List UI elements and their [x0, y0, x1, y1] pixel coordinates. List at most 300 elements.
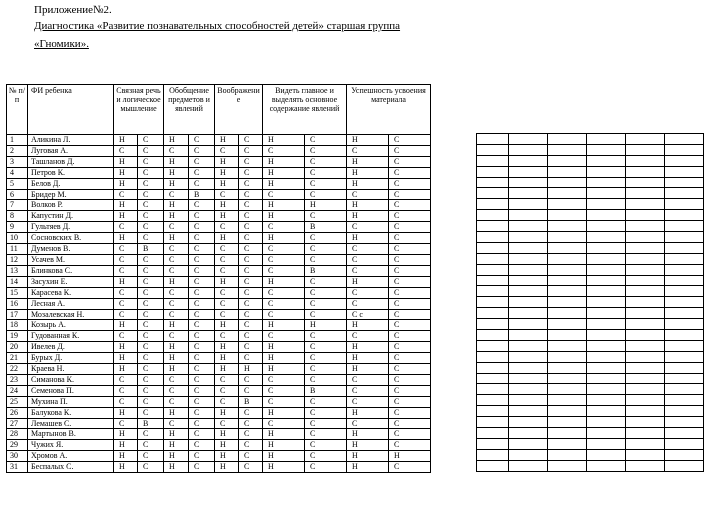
blank-cell	[664, 362, 703, 373]
blank-cell	[625, 340, 664, 351]
blank-cell	[477, 373, 509, 384]
blank-row	[477, 188, 704, 199]
child-name: Чужих Я.	[28, 440, 114, 451]
row-number: 1	[7, 135, 28, 146]
blank-cell	[625, 330, 664, 341]
score-cell: С	[305, 189, 347, 200]
blank-cell	[547, 242, 586, 253]
score-cell: С	[239, 200, 263, 211]
score-cell: С	[263, 265, 305, 276]
score-cell: С	[263, 374, 305, 385]
score-cell: Н	[215, 178, 239, 189]
score-cell: С	[189, 156, 215, 167]
row-number: 15	[7, 287, 28, 298]
score-cell: С	[347, 287, 389, 298]
score-cell: С	[389, 462, 431, 473]
score-cell: Н	[263, 429, 305, 440]
blank-cell	[547, 188, 586, 199]
blank-cell	[477, 166, 509, 177]
score-cell: С	[138, 385, 164, 396]
score-cell: С	[114, 331, 138, 342]
score-cell: Н	[164, 156, 189, 167]
blank-row	[477, 438, 704, 449]
score-cell: С	[239, 374, 263, 385]
score-cell: С	[239, 451, 263, 462]
score-cell: Н	[114, 200, 138, 211]
score-cell: Н	[347, 156, 389, 167]
score-cell: С	[239, 244, 263, 255]
blank-cell	[587, 242, 626, 253]
score-cell: Н	[215, 320, 239, 331]
blank-cell	[509, 319, 548, 330]
blank-row	[477, 373, 704, 384]
score-cell: С	[138, 178, 164, 189]
score-cell: С	[114, 189, 138, 200]
score-cell: С	[215, 189, 239, 200]
blank-cell	[664, 319, 703, 330]
score-cell: С	[189, 276, 215, 287]
score-cell: С	[263, 254, 305, 265]
blank-cell	[509, 210, 548, 221]
blank-cell	[625, 362, 664, 373]
blank-cell	[509, 286, 548, 297]
score-cell: Н	[305, 320, 347, 331]
blank-row	[477, 362, 704, 373]
score-cell: С	[138, 200, 164, 211]
score-cell: С	[189, 320, 215, 331]
score-cell: Н	[347, 407, 389, 418]
table-row	[7, 156, 431, 167]
score-cell: С	[215, 287, 239, 298]
blank-cell	[664, 286, 703, 297]
score-cell: С	[138, 135, 164, 146]
table-row	[7, 167, 431, 178]
child-name: Петров К.	[28, 167, 114, 178]
score-cell: С	[189, 265, 215, 276]
score-cell: С	[389, 396, 431, 407]
blank-cell	[664, 406, 703, 417]
score-cell: С	[189, 233, 215, 244]
score-cell: В	[239, 396, 263, 407]
blank-cell	[664, 264, 703, 275]
score-cell: Н	[305, 200, 347, 211]
row-number: 31	[7, 462, 28, 473]
score-cell: С	[263, 309, 305, 320]
score-cell: Н	[164, 200, 189, 211]
score-cell: С	[189, 200, 215, 211]
score-cell: Н	[114, 342, 138, 353]
score-cell: С	[114, 222, 138, 233]
score-cell: С	[305, 156, 347, 167]
score-cell: Н	[164, 440, 189, 451]
blank-cell	[477, 417, 509, 428]
blank-row	[477, 134, 704, 145]
score-cell: С	[138, 211, 164, 222]
score-cell: С	[215, 222, 239, 233]
table-row	[7, 222, 431, 233]
score-cell: С	[305, 233, 347, 244]
blank-cell	[625, 286, 664, 297]
blank-cell	[547, 308, 586, 319]
blank-cell	[547, 460, 586, 471]
score-cell: Н	[215, 156, 239, 167]
blank-cell	[509, 155, 548, 166]
score-cell: Н	[347, 276, 389, 287]
score-cell: С	[389, 298, 431, 309]
blank-cell	[477, 308, 509, 319]
blank-cell	[664, 449, 703, 460]
score-cell: С	[389, 167, 431, 178]
row-number: 18	[7, 320, 28, 331]
score-cell: С	[189, 374, 215, 385]
score-cell: С	[347, 145, 389, 156]
blank-cell	[477, 210, 509, 221]
blank-cell	[477, 330, 509, 341]
score-cell: С	[189, 364, 215, 375]
score-cell: С	[263, 331, 305, 342]
blank-cell	[664, 188, 703, 199]
score-cell: С	[164, 189, 189, 200]
table-row	[7, 287, 431, 298]
blank-cell	[625, 406, 664, 417]
score-cell: С	[305, 145, 347, 156]
blank-cell	[547, 264, 586, 275]
blank-cell	[625, 253, 664, 264]
score-cell: С	[189, 178, 215, 189]
blank-cell	[625, 166, 664, 177]
score-cell: С	[215, 244, 239, 255]
score-cell: С	[347, 374, 389, 385]
score-cell: С	[305, 440, 347, 451]
score-cell: С	[389, 233, 431, 244]
blank-cell	[509, 297, 548, 308]
table-row	[7, 233, 431, 244]
score-cell: С	[305, 309, 347, 320]
score-cell: Н	[215, 211, 239, 222]
blank-cell	[625, 188, 664, 199]
score-cell: Н	[215, 429, 239, 440]
blank-cell	[509, 308, 548, 319]
score-cell: Н	[263, 156, 305, 167]
score-cell: Н	[114, 233, 138, 244]
row-number: 20	[7, 342, 28, 353]
header-success: Успешность усвоения материала	[347, 85, 431, 135]
score-cell: С	[347, 298, 389, 309]
score-cell: С	[189, 385, 215, 396]
blank-cell	[509, 144, 548, 155]
score-cell: С	[189, 396, 215, 407]
blank-cell	[547, 232, 586, 243]
score-cell: С	[305, 451, 347, 462]
blank-cell	[547, 297, 586, 308]
score-cell: С	[114, 265, 138, 276]
table-row	[7, 265, 431, 276]
score-cell: Н	[114, 429, 138, 440]
blank-cell	[625, 199, 664, 210]
score-cell: С	[347, 254, 389, 265]
child-name: Думенов В.	[28, 244, 114, 255]
row-number: 11	[7, 244, 28, 255]
child-name: Ташланов Д.	[28, 156, 114, 167]
child-name: Хромов А.	[28, 451, 114, 462]
score-cell: С	[164, 298, 189, 309]
score-cell: Н	[389, 451, 431, 462]
blank-cell	[477, 144, 509, 155]
score-cell: Н	[347, 135, 389, 146]
blank-cell	[509, 428, 548, 439]
score-cell: С	[347, 331, 389, 342]
score-cell: С	[239, 407, 263, 418]
child-name: Мозалевская Н.	[28, 309, 114, 320]
score-cell: Н	[239, 364, 263, 375]
blank-cell	[587, 144, 626, 155]
score-cell: В	[138, 418, 164, 429]
child-name: Балукова К.	[28, 407, 114, 418]
child-name: Аликина Л.	[28, 135, 114, 146]
score-cell: С	[305, 167, 347, 178]
score-cell: Н	[164, 462, 189, 473]
blank-cell	[547, 221, 586, 232]
row-number: 4	[7, 167, 28, 178]
row-number: 10	[7, 233, 28, 244]
blank-row	[477, 330, 704, 341]
blank-cell	[477, 188, 509, 199]
score-cell: В	[305, 222, 347, 233]
score-cell: С	[138, 287, 164, 298]
child-name: Лесная А.	[28, 298, 114, 309]
group-name: «Гномики».	[34, 38, 89, 50]
score-cell: С	[114, 309, 138, 320]
score-cell: С	[138, 331, 164, 342]
score-cell: С	[263, 396, 305, 407]
table-row	[7, 135, 431, 146]
blank-cell	[664, 438, 703, 449]
blank-cell	[477, 199, 509, 210]
blank-cell	[547, 417, 586, 428]
blank-cell	[509, 188, 548, 199]
blank-cell	[625, 384, 664, 395]
blank-cell	[664, 166, 703, 177]
header-speech-logic: Связная речь и логическое мышление	[114, 85, 164, 135]
blank-cell	[587, 395, 626, 406]
score-cell: С	[305, 244, 347, 255]
row-number: 3	[7, 156, 28, 167]
blank-cell	[664, 275, 703, 286]
blank-cell	[625, 134, 664, 145]
blank-cell	[547, 210, 586, 221]
score-cell: Н	[164, 353, 189, 364]
blank-cell	[625, 242, 664, 253]
score-cell: Н	[347, 429, 389, 440]
blank-cell	[625, 308, 664, 319]
score-cell: С	[164, 244, 189, 255]
score-cell: С	[239, 331, 263, 342]
blank-cell	[477, 351, 509, 362]
child-name: Козырь А.	[28, 320, 114, 331]
blank-cell	[664, 460, 703, 471]
blank-cell	[625, 221, 664, 232]
blank-grid	[476, 133, 704, 472]
blank-cell	[477, 275, 509, 286]
blank-cell	[509, 199, 548, 210]
score-cell: С	[239, 233, 263, 244]
blank-cell	[547, 340, 586, 351]
score-cell: С	[347, 396, 389, 407]
score-cell: С	[305, 364, 347, 375]
score-cell: С	[389, 135, 431, 146]
score-cell: С	[138, 429, 164, 440]
child-name: Мартынов В.	[28, 429, 114, 440]
score-cell: С	[164, 287, 189, 298]
blank-cell	[509, 232, 548, 243]
score-cell: С	[138, 320, 164, 331]
blank-cell	[477, 406, 509, 417]
row-number: 7	[7, 200, 28, 211]
blank-cell	[664, 221, 703, 232]
score-cell: С	[239, 309, 263, 320]
score-cell: Н	[263, 342, 305, 353]
blank-cell	[625, 177, 664, 188]
row-number: 28	[7, 429, 28, 440]
score-cell: Н	[114, 407, 138, 418]
score-cell: С	[239, 222, 263, 233]
score-cell: С	[164, 254, 189, 265]
blank-cell	[509, 351, 548, 362]
score-cell: С	[189, 135, 215, 146]
blank-cell	[625, 319, 664, 330]
score-cell: С	[305, 135, 347, 146]
blank-cell	[477, 286, 509, 297]
score-cell: С	[215, 418, 239, 429]
blank-cell	[547, 253, 586, 264]
score-cell: Н	[347, 178, 389, 189]
row-number: 27	[7, 418, 28, 429]
blank-cell	[547, 428, 586, 439]
blank-cell	[587, 449, 626, 460]
score-cell: С	[347, 385, 389, 396]
blank-cell	[625, 210, 664, 221]
row-number: 9	[7, 222, 28, 233]
child-name: Усачев М.	[28, 254, 114, 265]
score-cell: С	[263, 298, 305, 309]
blank-cell	[477, 460, 509, 471]
score-cell: Н	[114, 353, 138, 364]
blank-cell	[477, 340, 509, 351]
blank-cell	[587, 286, 626, 297]
score-cell: Н	[215, 200, 239, 211]
score-cell: С	[305, 254, 347, 265]
score-cell: С	[189, 418, 215, 429]
score-cell: Н	[215, 167, 239, 178]
score-cell: С	[189, 287, 215, 298]
score-cell: С	[189, 353, 215, 364]
score-cell: С	[389, 200, 431, 211]
blank-cell	[625, 428, 664, 439]
document-title: Диагностика «Развитие познавательных способностей детей» старшая группа	[34, 20, 401, 32]
blank-cell	[625, 395, 664, 406]
table-row	[7, 298, 431, 309]
score-cell: С	[114, 287, 138, 298]
blank-cell	[547, 384, 586, 395]
score-cell: С	[239, 429, 263, 440]
blank-cell	[587, 155, 626, 166]
score-cell: Н	[164, 211, 189, 222]
blank-row	[477, 449, 704, 460]
score-cell: С	[164, 396, 189, 407]
blank-cell	[509, 221, 548, 232]
score-cell: Н	[164, 167, 189, 178]
blank-cell	[547, 395, 586, 406]
table-row	[7, 200, 431, 211]
score-cell: С	[263, 418, 305, 429]
score-cell: Н	[215, 353, 239, 364]
blank-cell	[625, 460, 664, 471]
blank-cell	[664, 232, 703, 243]
blank-cell	[664, 297, 703, 308]
blank-cell	[547, 166, 586, 177]
score-cell: С	[389, 385, 431, 396]
score-cell: Н	[263, 353, 305, 364]
blank-cell	[547, 449, 586, 460]
blank-cell	[587, 210, 626, 221]
score-cell: С	[164, 331, 189, 342]
row-number: 17	[7, 309, 28, 320]
blank-row	[477, 177, 704, 188]
score-cell: С	[263, 222, 305, 233]
blank-cell	[547, 275, 586, 286]
blank-row	[477, 144, 704, 155]
blank-cell	[509, 362, 548, 373]
score-cell: С	[389, 211, 431, 222]
score-cell: С	[189, 254, 215, 265]
blank-cell	[587, 330, 626, 341]
score-cell: Н	[263, 200, 305, 211]
score-cell: С	[239, 462, 263, 473]
blank-cell	[587, 406, 626, 417]
score-cell: С	[138, 440, 164, 451]
score-cell: Н	[215, 451, 239, 462]
score-cell: С	[239, 276, 263, 287]
row-number: 24	[7, 385, 28, 396]
score-cell: С	[239, 145, 263, 156]
score-cell: С	[138, 189, 164, 200]
score-cell: С	[305, 462, 347, 473]
score-cell: Н	[347, 440, 389, 451]
blank-cell	[509, 340, 548, 351]
blank-row	[477, 232, 704, 243]
score-cell: С	[189, 298, 215, 309]
diagnostics-table	[6, 84, 431, 473]
row-number: 29	[7, 440, 28, 451]
score-cell: С	[389, 254, 431, 265]
blank-cell	[664, 242, 703, 253]
score-cell: С	[189, 407, 215, 418]
blank-cell	[587, 362, 626, 373]
table-row	[7, 244, 431, 255]
child-name: Луговая А.	[28, 145, 114, 156]
score-cell: С	[263, 385, 305, 396]
blank-cell	[509, 253, 548, 264]
blank-cell	[664, 330, 703, 341]
score-cell: С	[138, 451, 164, 462]
score-cell: Н	[215, 233, 239, 244]
blank-cell	[587, 417, 626, 428]
blank-row	[477, 460, 704, 471]
blank-cell	[547, 155, 586, 166]
score-cell: С	[305, 287, 347, 298]
blank-cell	[547, 144, 586, 155]
score-cell: С	[305, 353, 347, 364]
